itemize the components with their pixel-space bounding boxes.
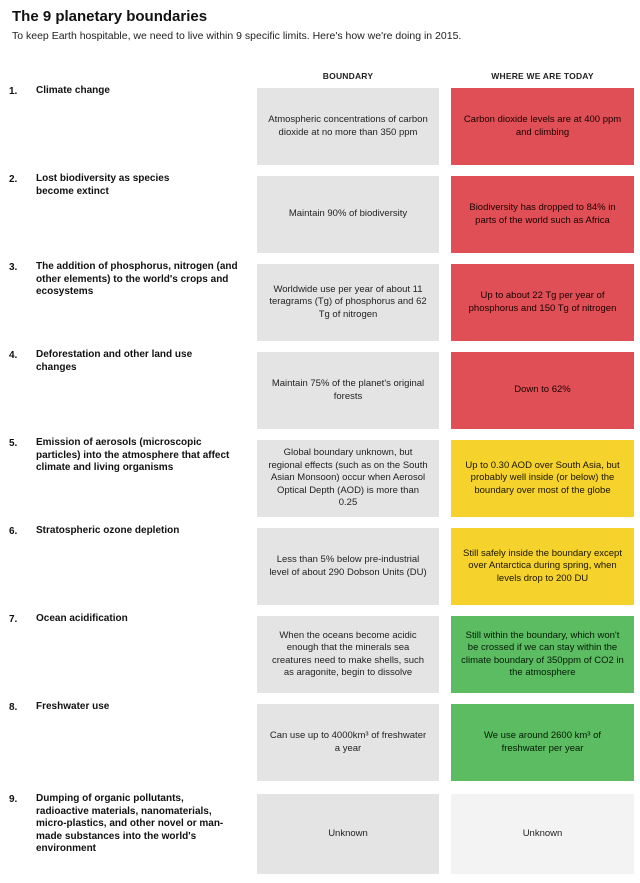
row-number: 4.: [9, 350, 18, 361]
status-cell: Carbon dioxide levels are at 400 ppm and climbing: [451, 88, 634, 165]
boundary-cell: Less than 5% below pre-industrial level of about 290 Dobson Units (DU): [257, 528, 439, 605]
boundary-row-3: [0, 261, 640, 341]
row-number: 9.: [9, 794, 18, 805]
row-number: 5.: [9, 438, 18, 449]
status-cell: Up to about 22 Tg per year of phosphorus and 150 Tg of nitrogen: [451, 264, 634, 341]
status-cell: Unknown: [451, 794, 634, 874]
page-subtitle: To keep Earth hospitable, we need to live within 9 specific limits. Here's how we're doing in 2015.: [12, 30, 462, 42]
boundary-cell: Unknown: [257, 794, 439, 874]
status-cell: Still within the boundary, which won't be crossed if we can stay within the climate boundary of 350ppm of CO2 in the atmosphere: [451, 616, 634, 693]
boundary-row-1: [0, 85, 640, 165]
boundary-cell: Worldwide use per year of about 11 teragrams (Tg) of phosphorus and 62 Tg of nitrogen: [257, 264, 439, 341]
boundary-cell: Maintain 75% of the planet's original forests: [257, 352, 439, 429]
status-cell: Still safely inside the boundary except over Antarctica during spring, when levels drop to 200 DU: [451, 528, 634, 605]
boundary-row-5: [0, 437, 640, 517]
row-number: 8.: [9, 702, 18, 713]
boundary-cell: When the oceans become acidic enough that the minerals sea creatures need to make shells, such as aragonite, begin to dissolve: [257, 616, 439, 693]
row-number: 7.: [9, 614, 18, 625]
boundary-row-9: [0, 789, 640, 875]
boundary-row-7: [0, 613, 640, 693]
status-cell: Biodiversity has dropped to 84% in parts of the world such as Africa: [451, 176, 634, 253]
row-label: Lost biodiversity as species become extinct: [36, 173, 170, 197]
row-label: Stratospheric ozone depletion: [36, 525, 180, 536]
boundary-row-6: [0, 525, 640, 605]
row-number: 1.: [9, 86, 18, 97]
row-label: Emission of aerosols (microscopic particles) into the atmosphere that affect climate and living organisms: [36, 437, 230, 473]
boundary-cell: Can use up to 4000km³ of freshwater a year: [257, 704, 439, 781]
boundary-row-2: [0, 173, 640, 253]
column-header-today: WHERE WE ARE TODAY: [491, 71, 594, 81]
status-cell: We use around 2600 km³ of freshwater per year: [451, 704, 634, 781]
row-label: Deforestation and other land use changes: [36, 349, 193, 373]
status-cell: Up to 0.30 AOD over South Asia, but probably well inside (or below) the boundary over most of the globe: [451, 440, 634, 517]
boundary-cell: Atmospheric concentrations of carbon dioxide at no more than 350 ppm: [257, 88, 439, 165]
row-label: The addition of phosphorus, nitrogen (and other elements) to the world's crops and ecosystems: [36, 261, 238, 297]
row-label: Freshwater use: [36, 701, 110, 712]
boundary-cell: Maintain 90% of biodiversity: [257, 176, 439, 253]
boundary-row-4: [0, 349, 640, 429]
column-header-boundary: BOUNDARY: [322, 71, 374, 81]
status-cell: Down to 62%: [451, 352, 634, 429]
row-number: 2.: [9, 174, 18, 185]
boundary-cell: Global boundary unknown, but regional effects (such as on the South Asian Monsoon) occur when Aerosol Optical Depth (AOD) is more than 0.25: [257, 440, 439, 517]
page-title: The 9 planetary boundaries: [12, 8, 208, 25]
row-number: 3.: [9, 262, 18, 273]
row-label: Dumping of organic pollutants, radioactive materials, nanomaterials, micro-plastics, and other novel or man-made substances into the world's environment: [36, 793, 224, 854]
row-label: Ocean acidification: [36, 613, 128, 624]
row-number: 6.: [9, 526, 18, 537]
boundary-row-8: [0, 701, 640, 781]
row-label: Climate change: [36, 85, 110, 96]
